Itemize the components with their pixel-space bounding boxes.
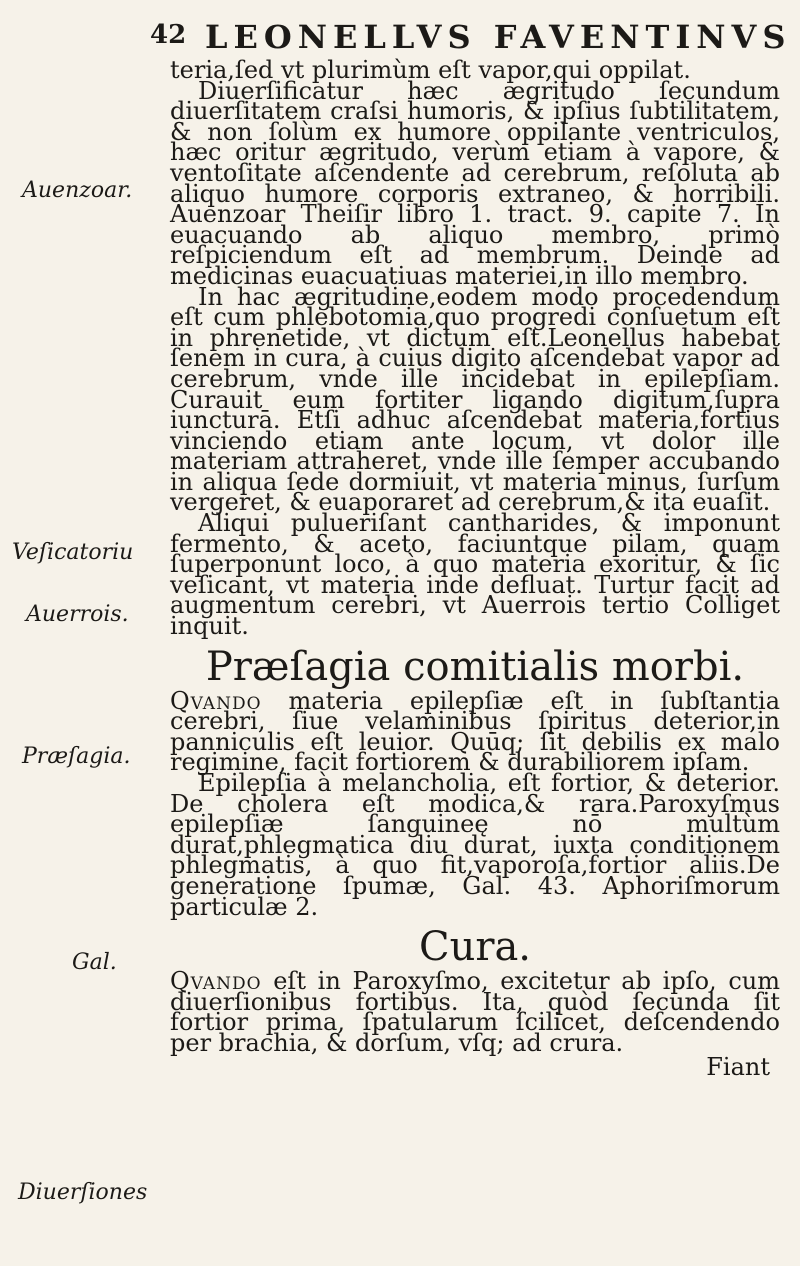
paragraph-text: eſt in Paroxyſmo, excitetur ab ipſo, cum diuerſionibus fortibus. Ita, quòd ſecunda ſit fortior prima, ſpatularum ſcilicet, deſcendendo per brachia, & dorſum, vſq; ad crura.: [170, 967, 780, 1057]
initial-word: Qvando: [170, 686, 262, 715]
paragraph: [170, 967, 780, 1057]
section-heading: Præſagia comitialis morbi.: [205, 643, 745, 690]
margin-note-gal: Gal.: [72, 950, 117, 975]
paragraph: [170, 686, 780, 777]
margin-note-vesicatorium: Veſicatoriu: [12, 540, 134, 565]
page-number: 42: [150, 20, 187, 50]
margin-note-auerrois: Auerrois.: [26, 602, 129, 627]
margin-note-diuersiones: Diuerſiones: [18, 1180, 148, 1205]
running-title: LEONELLVS FAVENTINVS: [205, 18, 792, 56]
paragraph: teria,ſed vt plurimùm eſt vapor,qui oppilat.: [170, 56, 691, 84]
paragraph: Epilepſia à melancholia, eſt fortior, & deterior. De cholera eſt modica,& rara.Paroxyſmus epilepſiæ ſanguineę nō multùm durat,phlegmatica diu durat, iuxta conditionem phlegmatis, à quo fit,vaporoſa,fortior aliis.De generatione ſpumæ, Gal. 43. Aphoriſmorum particulæ 2.: [170, 769, 780, 921]
catchword: Fiant: [706, 1052, 770, 1081]
paragraph: In hac ægritudine,eodem modo procedendum eſt cum phlebotomia,quo progredi conſuetum eſt in phrenetide, vt dictum eſt.Leonellus habebat ſenem in cura, à cuius digito aſcendebat vapor ad cerebrum, vnde ille incidebat in epilepſiam. Curauit eum fortiter ligando digitum,ſupra iuncturā. Etſi adhuc aſcendebat materia,fortius vinciendo etiam ante locum, vt dolor ille materiam attraheret, vnde ille ſemper accubando in aliqua ſede dormiuit, vt materia minus, ſurſum vergeret, & euaporaret ad cerebrum,& ita euaſit.: [170, 282, 780, 517]
margin-note-auenzoar: Auenzoar.: [22, 178, 133, 203]
section-heading: Cura.: [418, 924, 532, 971]
paragraph: Diuerſificatur hæc ægritudo ſecundum diuerſitatem craſsi humoris, & ipſius ſubtilitatem, & non ſolùm ex humore oppilante ventriculos, hæc oritur ægritudo, verùm etiam à vapore, & ventoſitate aſcendente ad cerebrum, reſoluta ab aliquo humore corporis extraneo, & horribili. Auenzoar Theiſir libro 1. tract. 9. capite 7. In euacuando ab aliquo membro, primò reſpiciendum eſt ad membrum. Deinde ad medicinas euacuatiuas materiei,in illo membro.: [170, 76, 780, 290]
paragraph-text: materia epilepſiæ eſt in ſubſtantia cerebri, ſiue velaminibus ſpiritus deterior,in panniculis eſt leuior. Quūq; ſit debilis ex malo regimine, facit fortiorem & durabiliorem ipſam.: [170, 686, 780, 777]
initial-word: Qvando: [170, 967, 262, 996]
body-text: [170, 56, 780, 1081]
margin-note-praesagia: Præſagia.: [22, 744, 131, 769]
page-header: [150, 16, 792, 56]
paragraph: Aliqui pulueriſant cantharides, & imponunt fermento, & aceto, faciuntque pilam, quam ſuperponunt loco, à quo materia exoritur, & ſic veſicant, vt materia inde defluat. Turtur facit ad augmentum cerebri, vt Auerrois tertio Colliget inquit.: [170, 509, 780, 641]
